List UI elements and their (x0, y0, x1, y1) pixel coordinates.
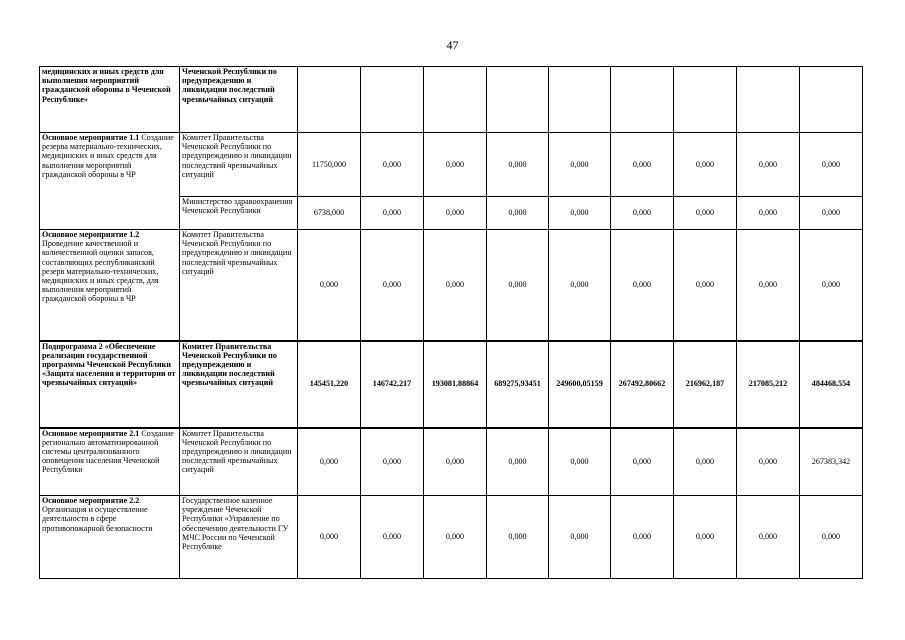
activity-title: медицинских и иных средств для выполнения мероприятий гражданской обороны в Чеченской Республике» (42, 67, 171, 104)
amount-cell (361, 67, 424, 133)
amount-cell: 0,000 (674, 496, 737, 579)
activity-description: Создание резерва материально-технических, медицинских и иных средств для выполнения мероприятий гражданской обороны в ЧР (42, 133, 174, 179)
amount-cell: 0,000 (487, 133, 549, 197)
amount-cell: 0,000 (549, 197, 611, 230)
executor-cell: Комитет Правительства Чеченской Республики по предупреждению и ликвидации последствий чрезвычайных ситуаций (180, 341, 298, 428)
activity-title: Основное мероприятие 2.1 (42, 428, 140, 438)
amount-cell: 0,000 (424, 428, 487, 496)
amount-cell (487, 67, 549, 133)
amount-cell: 0,000 (298, 230, 361, 341)
amount-cell: 145451,220 (298, 341, 361, 428)
table-row (40, 428, 863, 496)
amount-cell: 0,000 (487, 197, 549, 230)
amount-cell: 0,000 (611, 197, 674, 230)
amount-cell: 0,000 (674, 197, 737, 230)
amount-cell: 193081,88864 (424, 341, 487, 428)
amount-cell: 267383,342 (800, 428, 863, 496)
activity-name-cell (40, 67, 180, 133)
executor-cell: Чеченской Республики по предупреждению и ликвидации последствий чрезвычайных ситуаций (180, 67, 298, 133)
amount-cell: 0,000 (487, 496, 549, 579)
activity-title: Подпрограмма 2 «Обеспечение реализации государственной программы Чеченской Республики «Защита населения и территории от чрезвычайных ситуаций» (42, 341, 176, 388)
amount-cell: 11750,000 (298, 133, 361, 197)
amount-cell: 0,000 (361, 496, 424, 579)
amount-cell: 0,000 (674, 428, 737, 496)
executor-cell: Комитет Правительства Чеченской Республики по предупреждению и ликвидации последствий чрезвычайных ситуаций (180, 230, 298, 341)
amount-cell: 0,000 (361, 197, 424, 230)
amount-cell: 0,000 (424, 197, 487, 230)
executor-cell: Комитет Правительства Чеченской Республики по предупреждению и ликвидации последствий чрезвычайных ситуаций (180, 133, 298, 197)
executor-cell: Комитет Правительства Чеченской Республики по предупреждению и ликвидации последствий чрезвычайных ситуаций (180, 428, 298, 496)
amount-cell: 0,000 (361, 133, 424, 197)
activity-name-cell (40, 496, 180, 579)
amount-cell: 0,000 (361, 428, 424, 496)
amount-cell (549, 67, 611, 133)
amount-cell: 0,000 (424, 230, 487, 341)
amount-cell: 0,000 (611, 230, 674, 341)
activity-name-cell (40, 428, 180, 496)
activity-description: Проведение качественной и количественной оценки запасов, составляющих республиканский резерв материально-технических, медицинских и иных средств, для выполнения мероприятий гражданской обороны в ЧР (42, 239, 159, 304)
amount-cell: 484468,554 (800, 341, 863, 428)
amount-cell: 0,000 (800, 133, 863, 197)
amount-cell: 0,000 (611, 133, 674, 197)
amount-cell: 0,000 (737, 133, 800, 197)
table-row (40, 496, 863, 579)
amount-cell (800, 67, 863, 133)
amount-cell: 0,000 (800, 230, 863, 341)
amount-cell (737, 67, 800, 133)
amount-cell: 0,000 (549, 133, 611, 197)
amount-cell: 0,000 (298, 496, 361, 579)
executor-cell: Государственное казенное учреждение Чеченской Республики «Управление по обеспечению деятельности ГУ МЧС России по Чеченской Республике (180, 496, 298, 579)
executor-cell: Министерство здравоохранения Чеченской Республики (180, 197, 298, 230)
amount-cell: 0,000 (674, 133, 737, 197)
activity-name-cell (40, 341, 180, 428)
amount-cell: 146742,217 (361, 341, 424, 428)
activity-description: Организация и осуществление деятельности в сфере противопожарной безопасности (42, 505, 153, 533)
amount-cell: 0,000 (298, 428, 361, 496)
amount-cell: 0,000 (361, 230, 424, 341)
amount-cell: 249600,05159 (549, 341, 611, 428)
activity-name-cell (40, 230, 180, 341)
amount-cell: 0,000 (487, 428, 549, 496)
amount-cell: 0,000 (424, 133, 487, 197)
activity-description: Создание регионально автоматизированной системы централизованного оповещения населения Чеченской Республики (42, 428, 174, 475)
amount-cell: 216962,187 (674, 341, 737, 428)
page-number: 47 (446, 38, 459, 52)
amount-cell: 689275,93451 (487, 341, 549, 428)
amount-cell (674, 67, 737, 133)
activity-title: Основное мероприятие 1.1 (42, 133, 140, 142)
activity-title: Основное мероприятие 2.2 (42, 496, 140, 505)
table-row (40, 230, 863, 341)
amount-cell: 0,000 (800, 496, 863, 579)
amount-cell: 6738,000 (298, 197, 361, 230)
amount-cell: 0,000 (549, 230, 611, 341)
amount-cell: 0,000 (674, 230, 737, 341)
amount-cell (298, 67, 361, 133)
amount-cell: 0,000 (424, 496, 487, 579)
amount-cell: 0,000 (611, 428, 674, 496)
amount-cell: 0,000 (611, 496, 674, 579)
table-row (40, 341, 863, 428)
activity-title: Основное мероприятие 1.2 (42, 230, 140, 239)
amount-cell: 0,000 (737, 197, 800, 230)
amount-cell: 217085,212 (737, 341, 800, 428)
amount-cell: 0,000 (549, 496, 611, 579)
amount-cell: 0,000 (549, 428, 611, 496)
amount-cell: 0,000 (800, 197, 863, 230)
budget-table (39, 66, 863, 579)
amount-cell: 0,000 (737, 428, 800, 496)
amount-cell: 267492,80662 (611, 341, 674, 428)
activity-name-cell (40, 133, 180, 230)
amount-cell (424, 67, 487, 133)
amount-cell (611, 67, 674, 133)
amount-cell: 0,000 (487, 230, 549, 341)
table-row (40, 133, 863, 197)
amount-cell: 0,000 (737, 230, 800, 341)
table-row (40, 67, 863, 133)
amount-cell: 0,000 (737, 496, 800, 579)
